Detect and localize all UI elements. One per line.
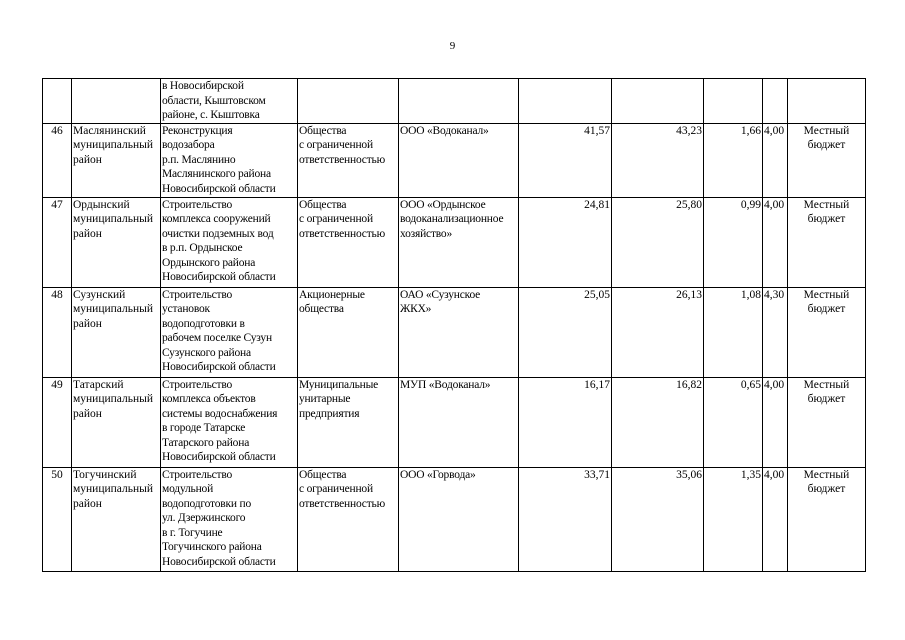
org-type-cell bbox=[298, 79, 399, 124]
table-row bbox=[43, 377, 866, 467]
project-cell: Строительство установок водоподготовки в рабочем поселке Сузун Сузунского района Новосибирской области bbox=[161, 287, 298, 377]
value-cell-1: 25,05 bbox=[519, 287, 612, 377]
district-cell: Сузунский муниципальный район bbox=[72, 287, 161, 377]
row-number: 46 bbox=[43, 123, 72, 197]
value-cell-1: 41,57 bbox=[519, 123, 612, 197]
project-cell: Реконструкция водозабора р.п. Маслянино Маслянинского района Новосибирской области bbox=[161, 123, 298, 197]
funding-source-cell bbox=[788, 79, 866, 124]
org-name-cell: МУП «Водоканал» bbox=[399, 377, 519, 467]
value-cell-3 bbox=[704, 79, 763, 124]
investment-table bbox=[42, 78, 866, 572]
org-name-cell: ООО «Водоканал» bbox=[399, 123, 519, 197]
funding-source-cell: Местный бюджет bbox=[788, 123, 866, 197]
funding-source-cell: Местный бюджет bbox=[788, 377, 866, 467]
value-cell-1: 24,81 bbox=[519, 197, 612, 287]
org-name-cell: ООО «Горвода» bbox=[399, 467, 519, 571]
project-cell: в Новосибирской области, Кыштовском районе, с. Кыштовка bbox=[161, 79, 298, 124]
project-cell: Строительство комплекса объектов системы водоснабжения в городе Татарске Татарского района Новосибирской области bbox=[161, 377, 298, 467]
district-cell bbox=[72, 79, 161, 124]
district-cell: Татарский муниципальный район bbox=[72, 377, 161, 467]
funding-source-cell: Местный бюджет bbox=[788, 197, 866, 287]
project-cell: Строительство комплекса сооружений очистки подземных вод в р.п. Ордынское Ордынского района Новосибирской области bbox=[161, 197, 298, 287]
funding-source-cell: Местный бюджет bbox=[788, 287, 866, 377]
district-cell: Тогучинский муниципальный район bbox=[72, 467, 161, 571]
value-cell-2: 25,80 bbox=[612, 197, 704, 287]
org-name-cell bbox=[399, 79, 519, 124]
value-cell-4: 4,00 bbox=[763, 467, 788, 571]
org-type-cell: Общества с ограниченной ответственностью bbox=[298, 123, 399, 197]
row-number bbox=[43, 79, 72, 124]
value-cell-2 bbox=[612, 79, 704, 124]
table-row bbox=[43, 467, 866, 571]
org-type-cell: Муниципальные унитарные предприятия bbox=[298, 377, 399, 467]
value-cell-1: 33,71 bbox=[519, 467, 612, 571]
value-cell-2: 26,13 bbox=[612, 287, 704, 377]
value-cell-3: 1,35 bbox=[704, 467, 763, 571]
row-number: 50 bbox=[43, 467, 72, 571]
district-cell: Маслянинский муниципальный район bbox=[72, 123, 161, 197]
table-row bbox=[43, 197, 866, 287]
row-number: 49 bbox=[43, 377, 72, 467]
value-cell-2: 16,82 bbox=[612, 377, 704, 467]
table-row bbox=[43, 287, 866, 377]
org-name-cell: ООО «Ордынское водоканализационное хозяйство» bbox=[399, 197, 519, 287]
value-cell-2: 35,06 bbox=[612, 467, 704, 571]
value-cell-1 bbox=[519, 79, 612, 124]
value-cell-1: 16,17 bbox=[519, 377, 612, 467]
table-row bbox=[43, 79, 866, 124]
org-type-cell: Общества с ограниченной ответственностью bbox=[298, 467, 399, 571]
funding-source-cell: Местный бюджет bbox=[788, 467, 866, 571]
value-cell-2: 43,23 bbox=[612, 123, 704, 197]
value-cell-4: 4,30 bbox=[763, 287, 788, 377]
project-cell: Строительство модульной водоподготовки по ул. Дзержинского в г. Тогучине Тогучинского района Новосибирской области bbox=[161, 467, 298, 571]
district-cell: Ордынский муниципальный район bbox=[72, 197, 161, 287]
row-number: 47 bbox=[43, 197, 72, 287]
value-cell-3: 1,66 bbox=[704, 123, 763, 197]
value-cell-4 bbox=[763, 79, 788, 124]
org-type-cell: Акционерные общества bbox=[298, 287, 399, 377]
table-row bbox=[43, 123, 866, 197]
org-type-cell: Общества с ограниченной ответственностью bbox=[298, 197, 399, 287]
value-cell-3: 0,65 bbox=[704, 377, 763, 467]
page-number: 9 bbox=[449, 40, 456, 52]
value-cell-4: 4,00 bbox=[763, 377, 788, 467]
value-cell-3: 1,08 bbox=[704, 287, 763, 377]
value-cell-3: 0,99 bbox=[704, 197, 763, 287]
value-cell-4: 4,00 bbox=[763, 197, 788, 287]
value-cell-4: 4,00 bbox=[763, 123, 788, 197]
row-number: 48 bbox=[43, 287, 72, 377]
org-name-cell: ОАО «Сузунское ЖКХ» bbox=[399, 287, 519, 377]
